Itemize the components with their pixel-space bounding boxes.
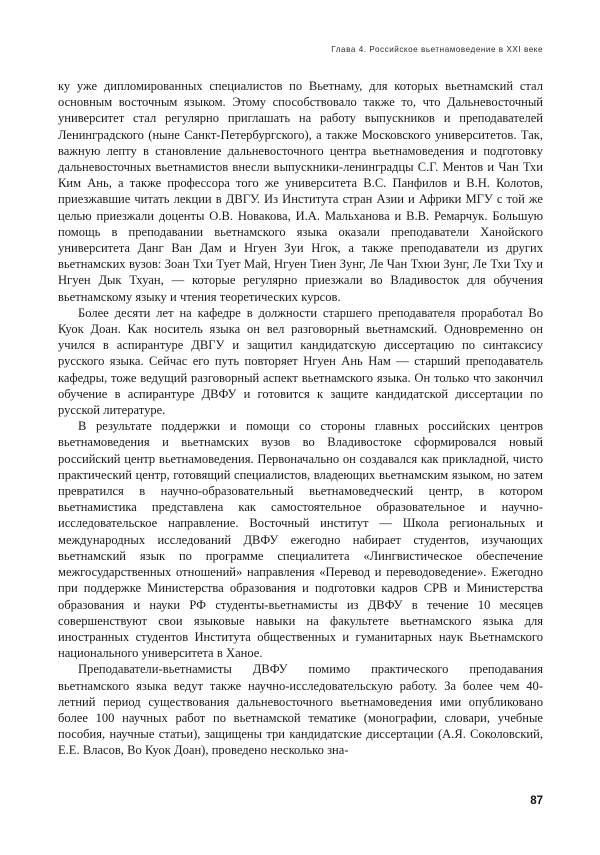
body-text-column: [58, 78, 543, 759]
page-number: 87: [530, 795, 543, 807]
paragraph: Преподаватели-вьетнамисты ДВФУ помимо практического преподавания вьетнамского языка ведут также научно-исследовательскую работу. За более чем 40-летний период существования дальневосточного вьетнамоведения ими опубликовано более 100 научных работ по вьетнамской тематике (монографии, словари, учебные пособия, научные статьи), защищены три кандидатские диссертации (А.Я. Соколовский, Е.Е. Власов, Во Куок Доан), проведено несколько зна-: [58, 662, 543, 758]
paragraph: ку уже дипломированных специалистов по Вьетнаму, для которых вьетнамский стал основным восточным языком. Этому способствовало также то, что Дальневосточный университет стал регулярно приглашать на работу выпускников и преподавателей Ленинградского (ныне Санкт-Петербургского), а также Московского университетов. Так, важную лепту в становление дальневосточного центра вьетнамоведения и подготовку дальневосточных вьетнамистов внесли выпускники-ленинградцы С.Г. Ментов и Чан Тхи Ким Ань, а также профессора того же университета В.С. Панфилов и В.Н. Колотов, приезжавшие читать лекции в ДВГУ. Из Института стран Азии и Африки МГУ с той же целью приезжали доценты О.В. Новакова, И.А. Мальханова и В.В. Ремарчук. Большую помощь в преподавании вьетнамского языка оказали преподаватели Ханойского университета Данг Ван Дам и Нгуен Зуи Нгок, а также преподаватели из других вьетнамских вузов: Зоан Тхи Тует Май, Нгуен Тиен Зунг, Ле Чан Тхюи Зунг, Ле Тхи Тху и Нгуен Дык Тхуан, — которые регулярно приезжали во Владивосток для обучения вьетнамскому языку и чтения теоретических курсов.: [58, 79, 543, 304]
paragraph: Более десяти лет на кафедре в должности старшего преподавателя проработал Во Куок Доан. Как носитель языка он вел разговорный вьетнамский. Одновременно он учился в аспирантуре ДВГУ и защитил кандидатскую диссертацию по синтаксису русского языка. Сейчас его путь повторяет Нгуен Ань Нам — старший преподаватель кафедры, тоже ведущий разговорный аспект вьетнамского языка. Он только что закончил обучение в аспирантуре ДВФУ и готовится к защите кандидатской диссертации по русской литературе.: [58, 305, 543, 418]
paragraph: В результате поддержки и помощи со стороны главных российских центров вьетнамоведения и вьетнамских вузов во Владивостоке сформировался новый российский центр вьетнамоведения. Первоначально он создавался как прикладной, чисто практический центр, готовящий специалистов, владеющих вьетнамским языком, но затем превратился в научно-образовательный вьетнамоведческий центр, в котором вьетнамистика представлена как самостоятельное образовательное и научно-исследовательское направление. Восточный институт — Школа региональных и международных исследований ДВФУ ежегодно набирает студентов, изучающих вьетнамский язык по программе специалитета «Лингвистическое обеспечение межгосударственных отношений» направления «Перевод и переводоведение». Ежегодно при поддержке Министерства образования и подготовки кадров СРВ и Министерства образования и науки РФ студенты-вьетнамисты из ДВФУ в течение 10 месяцев совершенствуют свои языковые навыки на факультете вьетнамского языка для иностранных студентов Института общественных и гуманитарных наук Вьетнамского национального университета в Ханое.: [58, 419, 543, 661]
running-head: Глава 4. Российское вьетнамоведение в XXI веке: [331, 45, 543, 54]
